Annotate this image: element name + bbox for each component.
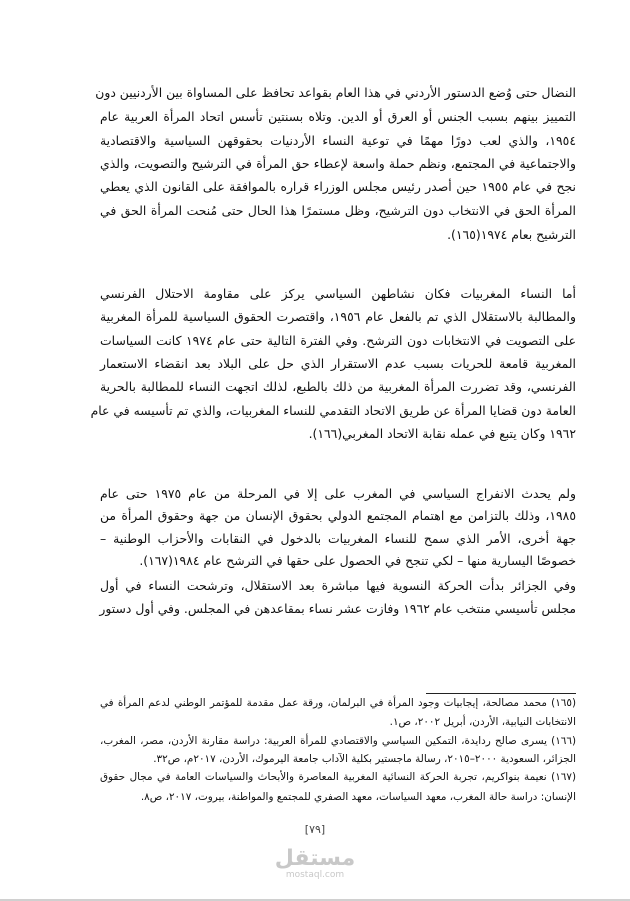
paragraph-line: أما النساء المغربيات فكان نشاطهن السياسي يركز على مقاومة الاحتلال الفرنسي	[100, 286, 576, 301]
paragraph-line: المغربية قامعة للحريات بسبب عدم الاستقرار الذي حل على البلاد بعد انقضاء الاستعمار	[100, 356, 576, 371]
paragraph-line: العامة دون قضايا المرأة عن طريق الاتحاد التقدمي للنساء المغربيات، والذي تم تأسيسه في عام	[90, 403, 576, 418]
footnote-line: الجزائر، السعودية ٢٠٠٠–٢٠١٥، رسالة ماجستير بكلية الآداب جامعة اليرموك، الأردن، ٢٠١٧م، ص٣٢.	[153, 753, 576, 765]
footnote-line: الانتخابات النيابية، الأردن، أبريل ٢٠٠٢، ص١.	[389, 716, 576, 728]
paragraph-line: ١٩٥٤، والذي لعب دورًا مهمًا في توعية النساء الأردنيات بحقوقهن السياسية والاقتصادية	[100, 133, 576, 148]
paragraph-line: مجلس تأسيسي منتخب عام ١٩٦٢ وفازت عشر نساء بمقاعدهن في المجلس. وفي أول دستور	[99, 601, 576, 616]
paragraph-line: الفرنسي، وقد تضررت المرأة المغربية من ذلك بالطبع، لذلك اتجهت النساء للمطالبة بالحرية	[100, 379, 576, 394]
paragraph-line: والمطالبة بالاستقلال الذي تم بالفعل عام ١٩٥٦، واقتصرت الحقوق السياسية للمرأة المغربية	[100, 309, 576, 324]
paragraph-line: ولم يحدث الانفراج السياسي في المغرب على إلا في المرحلة من عام ١٩٧٥ حتى عام	[100, 486, 576, 501]
paragraph-line: وفي الجزائر بدأت الحركة النسوية فيها مباشرة بعد الاستقلال، وترشحت النساء في أول	[100, 578, 576, 593]
footnote-line: الإنسان: دراسة حالة المغرب، معهد السياسات، معهد الصفري للمجتمع والمواطنة، بيروت، ٢٠١٧، ص٨.	[140, 791, 576, 803]
footnote-line: (١٦٦) يسرى صالح ردايدة، التمكين السياسي والاقتصادي للمرأة العربية: دراسة مقارنة الأردن، مصر، المغرب،	[100, 735, 576, 747]
paragraph-line: ١٩٨٥، وذلك بالتزامن مع اهتمام المجتمع الدولي بحقوق الإنسان من جهة وحقوق المرأة من	[100, 508, 576, 523]
page-number: [٧٩]	[304, 823, 326, 836]
paragraph-line: خصوصًا اليسارية منها – لكي تنجح في الحصول على حقها في الترشح عام ١٩٨٤(١٦٧).	[139, 553, 576, 568]
paragraph-line: على التصويت في الانتخابات دون الترشح. وفي الفترة التالية حتى عام ١٩٧٤ كانت السياسات	[100, 333, 576, 348]
paragraph-line: المرأة الحق في الانتخاب دون الترشيح، وظل مستمرًا هذا الحال حتى مُنحت المرأة الحق في	[100, 203, 576, 218]
paragraph-line: نجح في عام ١٩٥٥ حين أصدر رئيس مجلس الوزراء قراره بالموافقة على القانون الذي يعطي	[100, 179, 576, 194]
paragraph-line: والاجتماعية في المجتمع، ونظم حملة واسعة لإعطاء حق المرأة في الترشيح والتصويت، والذي	[100, 156, 576, 171]
footnote-line: (١٦٥) محمد مصالحة، إيجابيات وجود المرأة في البرلمان، ورقة عمل مقدمة للمؤتمر الوطني لدعم المرأة في	[100, 697, 576, 709]
watermark-arabic: مستقل	[274, 846, 356, 871]
footnote-line: (١٦٧) نعيمة بنواكريم، تجربة الحركة النسائية المغربية المعاصرة والأبحاث والسياسات العامة في مجال حقوق	[100, 771, 576, 783]
paragraph-line: النضال حتى وُضع الدستور الأردني في هذا العام بقواعد تحافظ على المساواة بين الأردنيين دون	[95, 85, 576, 100]
watermark-logo	[0, 848, 630, 880]
watermark-latin: mostaql.com	[285, 870, 345, 880]
paragraph-line: جهة أخرى، الأمر الذي سمح للنساء المغربيات بالدخول في النقابات والأحزاب الوطنية –	[100, 531, 576, 546]
paragraph-line: الترشيح بعام ١٩٧٤(١٦٥).	[447, 227, 576, 242]
paragraph-line: التمييز بينهم بسبب الجنس أو العرق أو الدين. وتلاه بسنتين تأسس اتحاد المرأة العربية عام	[100, 109, 576, 124]
paragraph-line: ١٩٦٢ وكان يتبع في عمله نقابة الاتحاد المغربي(١٦٦).	[308, 426, 576, 441]
